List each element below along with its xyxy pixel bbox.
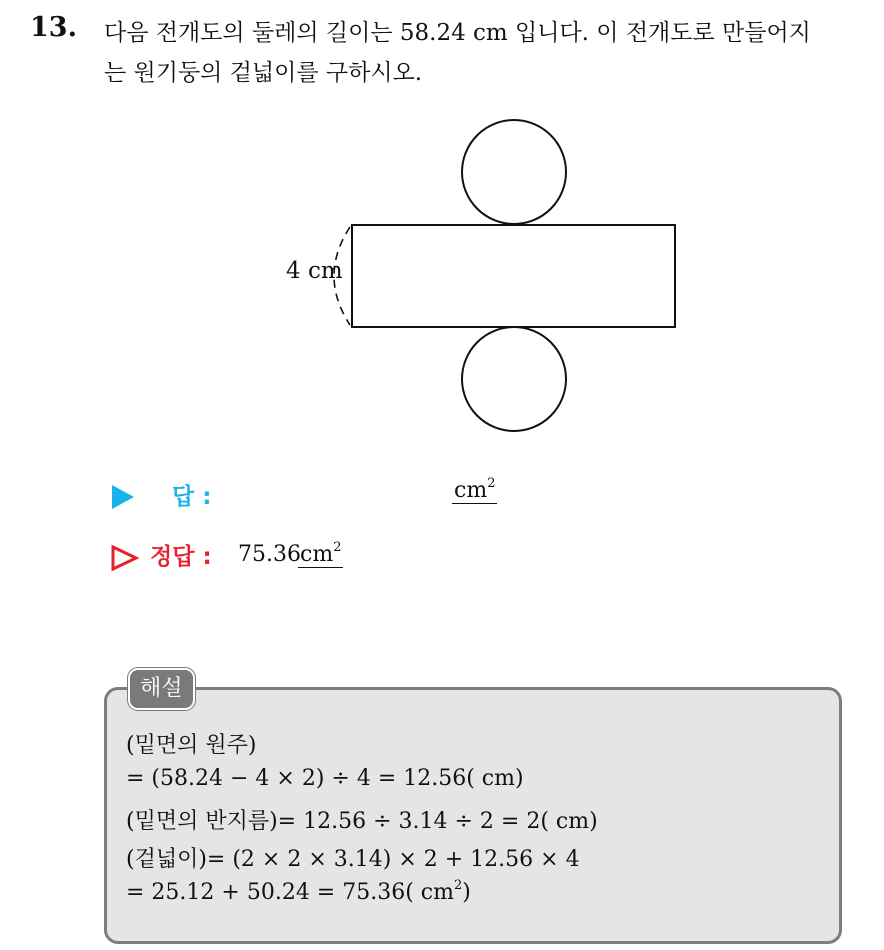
question-text-line-1: 다음 전개도의 둘레의 길이는 58.24 cm 입니다. 이 전개도로 만들어지	[104, 20, 811, 46]
top-base-circle	[462, 120, 566, 224]
cylinder-net-figure	[0, 0, 884, 460]
answer-input-unit[interactable]	[452, 475, 497, 504]
solution-line-5-exponent: 2	[453, 877, 463, 893]
side-rectangle	[352, 225, 675, 327]
height-label: 4 cm	[286, 258, 343, 284]
solution-line-5	[126, 877, 471, 905]
correct-answer-arrow-icon	[110, 544, 140, 572]
correct-unit-exponent: 2	[333, 539, 342, 555]
bottom-base-circle	[462, 327, 566, 431]
answer-arrow-icon	[112, 485, 134, 509]
answer-label: 답 :	[172, 484, 212, 510]
correct-answer-value: 75.36	[238, 542, 301, 567]
answer-unit-exponent: 2	[487, 475, 496, 491]
solution-line-5-close: )	[462, 880, 471, 905]
solution-line-4: (겉넓이)= (2 × 2 × 3.14) × 2 + 12.56 × 4	[126, 847, 580, 872]
solution-line-1: (밑면의 원주)	[126, 733, 257, 758]
answer-unit: cm	[454, 478, 488, 503]
solution-tab: 해설	[128, 668, 195, 710]
correct-answer-unit	[298, 539, 343, 568]
question-number: 13.	[30, 12, 77, 43]
question-text-line-2: 는 원기둥의 겉넓이를 구하시오.	[104, 60, 423, 86]
solution-line-3: (밑면의 반지름)= 12.56 ÷ 3.14 ÷ 2 = 2( cm)	[126, 809, 598, 834]
solution-line-5-main: = 25.12 + 50.24 = 75.36( cm	[126, 880, 454, 905]
solution-line-2: = (58.24 − 4 × 2) ÷ 4 = 12.56( cm)	[126, 766, 524, 791]
correct-unit-text: cm	[300, 542, 334, 567]
correct-answer-label: 정답 :	[150, 544, 212, 570]
